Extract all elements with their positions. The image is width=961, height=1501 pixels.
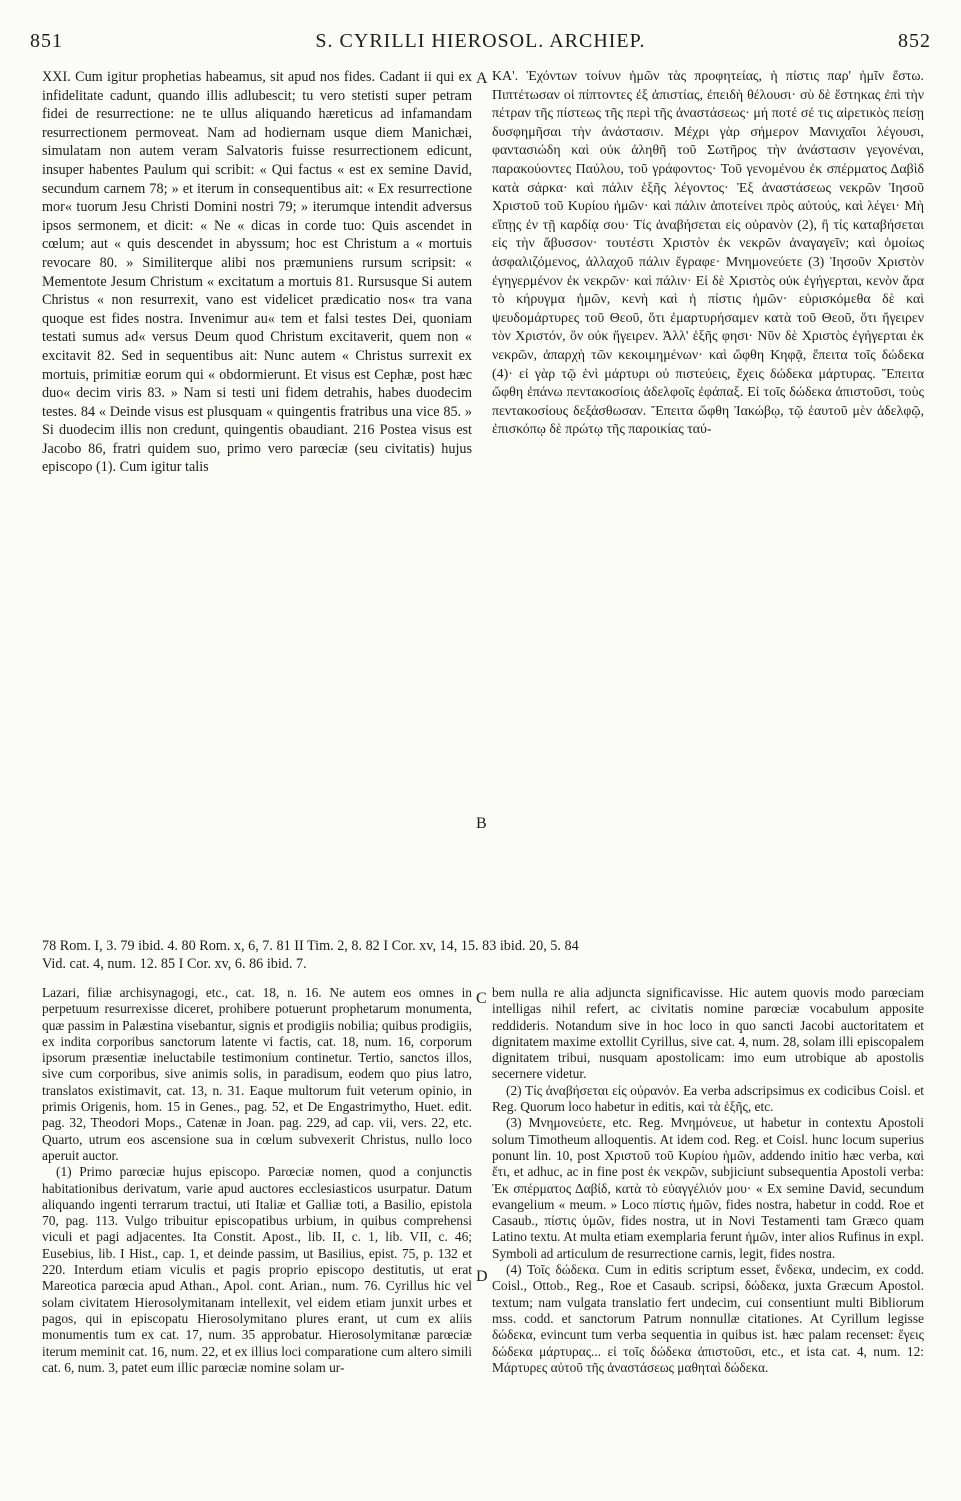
footnote-line-2: Vid. cat. 4, num. 12. 85 I Cor. xv, 6. 86 ibid. 7. (42, 956, 307, 972)
note-paragraph: bem nulla re alia adjuncta significavisse. Hic autem quovis modo parœciam intelligas nihil refert, ac civitatis nomine parœciæ vocabulum apposite reddideris. Notandum sive in hoc loco in quo sancti Jacobi auctoritatem et dignitatem maxime extollit Cyrillus, sive cat. 4, num. 28, solam illi episcopalem dignitatem tribui, nusquam apostolicam: imo eum utrobique ab apostolis secernere videtur. (492, 985, 924, 1082)
notes-left-column (42, 985, 472, 1376)
page-header (30, 30, 931, 58)
note-paragraph: Lazari, filiæ archisynagogi, etc., cat. 18, n. 16. Ne autem eos omnes in perpetuum resurrexisse diceret, prohibere potuerunt prophetarum monumenta, quæ passim in Palæstina visebantur, signis et prodigiis nobilia; quibus prodigiis, ex indita corporibus sanctorum latente vi factis, cat. 18, num. 16, corporum ipsorum præsentiæ ineluctabile testimonium continetur. Tertio, sanctos illos, sive cum corporibus, sive animis solis, in paradisum, eodem quo pius latro, translatos existimavit, cat. 13, n. 31. Eaque multorum fuit veterum opinio, in primis Origenis, hom. 15 in Genes., pag. 52, et De Engastrimytho, Huet. edit. pag. 32, Theodori Mops., Catenæ in Joan. pag. 229, ad cap. vii, vers. 22, etc. Quarto, utrum eos ascensione sua in cœlum subvexerit Christus, nullo loco aperuit auctor. (42, 985, 472, 1163)
margin-marker-a: A (476, 70, 488, 87)
note-paragraph: (1) Primo parœciæ hujus episcopo. Parœciæ nomen, quod a conjunctis habitationibus derivatum, varie apud auctores ecclesiasticos usurpatur. Datum aliquando ingenti terrarum tractui, uti Italiæ et Galliæ toti, a Basilio, epistola 70, pag. 113. Vulgo tribuitur episcopatibus urbium, in quibus comprehensi viculi et pagi adjacentes. Ita Constit. Apost., lib. II, c. 1, lib. VII, c. 46; Eusebius, lib. I Hist., cap. 1, et deinde passim, ut Basilius, epist. 75, p. 132 et 220. Interdum etiam viculis et pagis proprio episcopo destitutis, ut erat Mareotica parœcia apud Athan., Apol. cont. Arian., num. 76. Cyrillus hic vel solam civitatem Hierosolymitanam intellexit, vel eidem etiam junxit urbes et pagos, qui in episcopatu Hierosolymitano plures erant, ut cum ex aliis monumentis tum ex cat. 17, num. 35 approbatur. Hierosolymitanæ parœciæ iterum meminit cat. 16, num. 22, et ex illius loci comparatione cum altero simili cat. 6, num. 3, patet eum illic parœciæ nomine solam ur- (42, 1164, 472, 1375)
page-number-left: 851 (30, 30, 63, 52)
margin-marker-d: D (476, 1268, 488, 1285)
margin-marker-c: C (476, 990, 487, 1007)
latin-paragraph: XXI. Cum igitur prophetias habeamus, sit apud nos fides. Cadant ii qui ex infidelitate cadunt, quando illis adlubescit; tu vero stetisti super petram fidei de resurrectione: ne te ullus aliquando hæreticus ad infamandam resurrectionem permoveat. Nam ad hodiernam usque diem Manichæi, simulatam non autem veram Salvatoris fuisse resurrectionem edicunt, insuper habentes Paulum qui scribit: « Qui factus « est ex semine David, secundum carnem 78; » et iterum in consequentibus ait: « Ex resurrectione mor« tuorum Jesu Christi Domini nostri 79; » iterumque intendit adversus ipsos sermonem, et dicit: « Ne « dicas in corde tuo: Quis ascendet in cœlum; aut « quis descendet in abyssum; hoc est Christum a « mortuis revocare 80. » Similiterque alibi nos præmuniens rursum scripsit: « Mementote Jesum Christum « excitatum a mortuis 81. Rursusque Si autem Christus « non resurrexit, vano est videlicet prædicatio nos« tra vana quoque est fides nostra. Invenimur au« tem et falsi testes Dei, quoniam testati sumus ad« versus Deum quod Christum excitaverit, quem non « excitavit 82. Sed in sequentibus ait: Nunc autem « Christus surrexit ex mortuis, primitiæ eorum qui « obdormierunt. Et visus est Cephæ, post hæc duo« decim viris 83. » Nam si testi uni fidem detrahis, habes duodecim testes. 84 « Deinde visus est plusquam « quingentis fratribus una vice 85. » Si duodecim illis non credunt, quingentis obaudiant. 216 Postea visus est Jacobo 86, fratri quidem suo, primo vero parœciæ (seu civitatis) hujus episcopo (1). Cum igitur talis (42, 69, 472, 476)
page-number-right: 852 (898, 30, 931, 52)
footnote-line-1: 78 Rom. I, 3. 79 ibid. 4. 80 Rom. x, 6, 7. 81 II Tim. 2, 8. 82 I Cor. xv, 14, 15. 83 ibid. 20, 5. 84 (42, 938, 579, 954)
notes-right-column (492, 985, 924, 1376)
note-paragraph: (3) Μνημονεύετε, etc. Reg. Μνημόνευε, ut habetur in contextu Apostoli solum Timotheum alloquentis. At idem cod. Reg. et Coisl. hunc locum superius ponunt lin. 10, post Χριστοῦ τοῦ Κυρίου ἡμῶν, addendo initio hæc verba, καὶ ἔτι, et adhuc, ac in fine post ἐκ νεκρῶν, subjiciunt subsequentia Apostoli verba: Ἐκ σπέρματος Δαβίδ, κατὰ τὸ εὐαγγέλιόν μου· « Ex semine David, secundum evangelium « meum. » Loco πίστις ἡμῶν, fides nostra, habetur in codd. Roe et Casaub., πίστις ὑμῶν, fides nostra, ut in Novi Testamenti tam Græco quam Latino textu. At multa etiam exemplaria ferunt ἡμῶν, inter alios Rufinus in expl. Symboli ad articulum de resurrectione carnis, legit, fides nostra. (492, 1115, 924, 1261)
margin-marker-b: B (476, 815, 487, 832)
latin-main-text (42, 68, 472, 477)
note-paragraph: (4) Τοῖς δώδεκα. Cum in editis scriptum esset, ἕνδεκα, undecim, ex codd. Coisl., Ottob., Reg., Roe et Casaub. scripsi, δώδεκα, juxta Græcum Apostol. textum; nam vulgata translatio fert undecim, cui consentiunt multi Bibliorum mss. codd. et sanctorum Patrum nonnullæ citationes. At Cyrillum legisse δώδεκα, evincunt tum verba sequentia in quibus ist. hæc palam recenset: ἔγεις δώδεκα μάρτυρας... εἰ τοῖς δώδεκα ἀπιστοῦσι, etc., et ista cat. 4, num. 12: Μάρτυρες αὐτοῦ τῆς ἀναστάσεως μαθηταὶ δώδεκα. (492, 1262, 924, 1375)
scripture-footnotes (42, 937, 932, 973)
greek-main-text (492, 68, 924, 440)
greek-paragraph: ΚΑ'. Ἐχόντων τοίνυν ἡμῶν τὰς προφητείας, ἡ πίστις παρ' ἡμῖν ἔστω. Πιπτέτωσαν οἱ πίπτοντες ἐξ ἀπιστίας, ἐπειδὴ θέλουσι· σὺ δὲ ἕστηκας ἐπὶ τὴν πέτραν τῆς πίστεως τῆς περὶ τῆς ἀναστάσεως· μή ποτέ σέ τις αἱρετικὸς πείσῃ δυσφημῆσαι τὴν ἀνάστασιν. Μέχρι γὰρ σήμερον Μανιχαῖοι λέγουσι, φαντασιώδη καὶ οὐκ ἀληθῆ τοῦ Σωτῆρος τὴν ἀνάστασιν γεγονέναι, παρακούοντες Παύλου, τοῦ γράφοντος· Τοῦ γενομένου ἐκ σπέρματος Δαβὶδ κατὰ σάρκα· καὶ πάλιν ἑξῆς λέγοντος· Ἐξ ἀναστάσεως νεκρῶν Ἰησοῦ Χριστοῦ τοῦ Κυρίου ἡμῶν· καὶ πάλιν ἀποτείνει πρὸς αὐτούς, καὶ λέγει· Μὴ εἴπῃς ἐν τῇ καρδίᾳ σου· Τίς ἀναβήσεται εἰς οὐρανὸν (2), ἢ τίς καταβήσεται εἰς τὴν ἄβυσσον· τουτέστι Χριστὸν ἐκ νεκρῶν ἀναγαγεῖν; καὶ ὁμοίως ἀσφαλιζόμενος, ἀλλαχοῦ πάλιν ἔγραφε· Μνημονεύετε (3) Ἰησοῦν Χριστὸν ἐγηγερμένον ἐκ νεκρῶν· καὶ πάλιν· Εἰ δὲ Χριστὸς οὐκ ἐγήγερται, κενὸν ἄρα τὸ κήρυγμα ἡμῶν, κενὴ καὶ ἡ πίστις ἡμῶν· εὑρισκόμεθα δὲ καὶ ψευδομάρτυρες τοῦ Θεοῦ, ὅτι ἐμαρτυρήσαμεν κατὰ τοῦ Θεοῦ, ὅτι ἤγειρεν τὸν Χριστόν, ὃν οὐκ ἤγειρεν. Ἀλλ' ἑξῆς φησι· Νῦν δὲ Χριστὸς ἐγήγερται ἐκ νεκρῶν, ἀπαρχὴ τῶν κεκοιμημένων· καὶ ὤφθη Κηφᾷ, ἔπειτα τοῖς δώδεκα (4)· εἰ γὰρ τῷ ἑνὶ μάρτυρι οὐ πιστεύεις, ἔχεις δώδεκα μάρτυρας. Ἔπειτα ὤφθη ἐπάνω πεντακοσίοις ἀδελφοῖς ἐφάπαξ. Εἰ τοῖς δώδεκα ἀπιστοῦσι, τοὺς πεντακοσίους δεξάσθωσαν. Ἔπειτα ὤφθη Ἰακώβῳ, τῷ ἑαυτοῦ μὲν ἀδελφῷ, ἐπισκόπῳ δὲ πρώτῳ τῆς παροικίας ταύ- (492, 69, 924, 438)
running-title: S. CYRILLI HIEROSOL. ARCHIEP. (315, 30, 646, 52)
note-paragraph: (2) Τίς ἀναβήσεται εἰς οὐρανόν. Ea verba adscripsimus ex codicibus Coisl. et Reg. Quorum loco habetur in editis, καὶ τὰ ἑξῆς, etc. (492, 1082, 924, 1115)
